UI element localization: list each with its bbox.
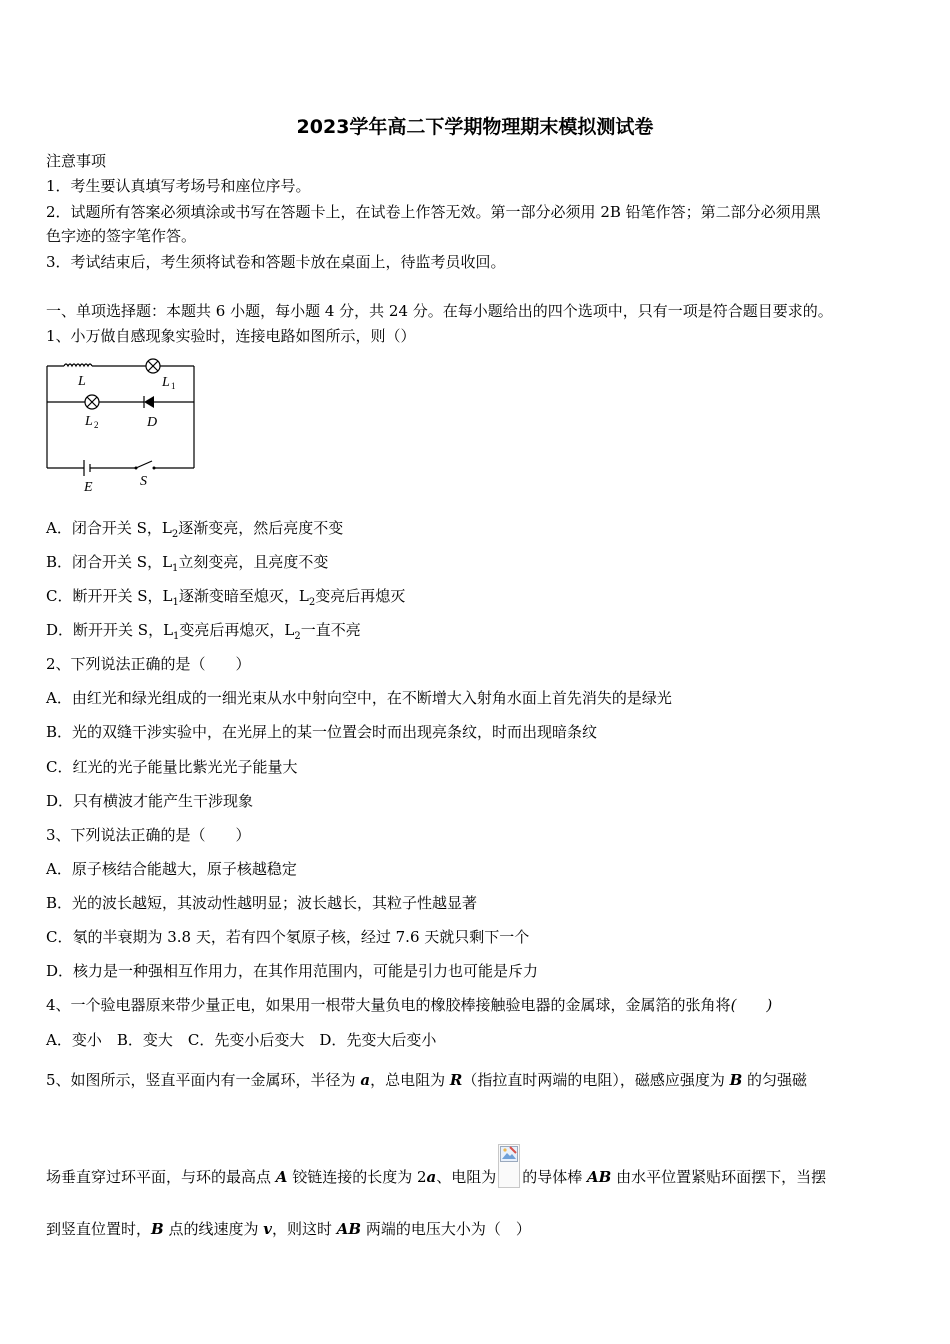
- missing-formula-image-icon: [498, 1144, 520, 1188]
- q2-option-b: B．光的双缝干涉实验中，在光屏上的某一位置会时而出现亮条纹，时而出现暗条纹: [46, 723, 598, 741]
- q4-options: A．变小 B．变大 C．先变小后变大 D．先变大后变小: [46, 1031, 437, 1049]
- q3-option-a: A．原子核结合能越大，原子核越稳定: [46, 860, 297, 878]
- section-heading: 一、单项选择题：本题共 6 小题，每小题 4 分，共 24 分。在每小题给出的四个选项中，只有一项是符合题目要求的。: [46, 302, 833, 320]
- label-S: S: [140, 474, 147, 489]
- notice-heading: 注意事项: [46, 152, 107, 170]
- notice-item-1: 1．考生要认真填写考场号和座位序号。: [46, 177, 311, 195]
- q2-option-c: C．红光的光子能量比紫光光子能量大: [46, 758, 298, 776]
- q2-option-a: A．由红光和绿光组成的一细光束从水中射向空中，在不断增大入射角水面上首先消失的是绿光: [46, 689, 672, 707]
- q3-option-c: C．氡的半衰期为 3.8 天，若有四个氡原子核，经过 7.6 天就只剩下一个: [46, 928, 530, 946]
- q5-line-2: 场垂直穿过环平面，与环的最高点 A 铰链连接的长度为 2a、电阻为 的导体棒 AB 由水平位置紧贴环面摆下，当摆: [46, 1156, 826, 1200]
- q2-option-d: D．只有横波才能产生干涉现象: [46, 792, 254, 810]
- q3-option-b: B．光的波长越短，其波动性越明显；波长越长，其粒子性越显著: [46, 894, 478, 912]
- label-D: D: [147, 415, 158, 430]
- notice-item-2-cont: 色字迹的签字笔作答。: [46, 227, 197, 245]
- label-L1-sub: 1: [171, 381, 176, 391]
- notice-item-2: 2．试题所有答案必须填涂或书写在答题卡上，在试卷上作答无效。第一部分必须用 2B 铅笔作答；第二部分必须用黑: [46, 203, 821, 221]
- q1-option-d: D．断开开关 S，$L_1$变亮后再熄灭，$L_2$一直不亮: [46, 621, 361, 642]
- q3-stem: 3、下列说法正确的是（ ）: [46, 826, 251, 844]
- page-title: 2023学年高二下学期物理期末模拟测试卷: [296, 116, 654, 138]
- q1-option-a: A．闭合开关 S，$L_2$逐渐变亮，然后亮度不变: [46, 519, 344, 540]
- q4-stem: 4、一个验电器原来带少量正电，如果用一根带大量负电的橡胶棒接触验电器的金属球，金属箔的张角将( ): [46, 996, 773, 1014]
- q1-circuit-diagram: [44, 355, 200, 495]
- q2-stem: 2、下列说法正确的是（ ）: [46, 655, 251, 673]
- label-L: L: [78, 374, 86, 389]
- q3-option-d: D．核力是一种强相互作用力，在其作用范围内，可能是引力也可能是斥力: [46, 962, 539, 980]
- label-L1: L: [162, 375, 170, 390]
- q1-stem: 1、小万做自感现象实验时，连接电路如图所示，则（）: [46, 327, 416, 345]
- q5-line-1: 5、如图所示，竖直平面内有一金属环，半径为 a，总电阻为 R（指拉直时两端的电阻），磁感应强度为 B 的匀强磁: [46, 1071, 808, 1089]
- notice-item-3: 3．考试结束后，考生须将试卷和答题卡放在桌面上，待监考员收回。: [46, 253, 506, 271]
- q1-option-c: C．断开开关 S，$L_1$逐渐变暗至熄灭，$L_2$变亮后再熄灭: [46, 587, 406, 608]
- q1-option-b: B．闭合开关 S，$L_1$立刻变亮，且亮度不变: [46, 553, 329, 574]
- label-L2-sub: 2: [94, 420, 99, 430]
- label-L2: L: [85, 414, 93, 429]
- q5-line-3: 到竖直位置时，B 点的线速度为 v，则这时 AB 两端的电压大小为（ ）: [46, 1220, 531, 1238]
- label-E: E: [84, 480, 93, 495]
